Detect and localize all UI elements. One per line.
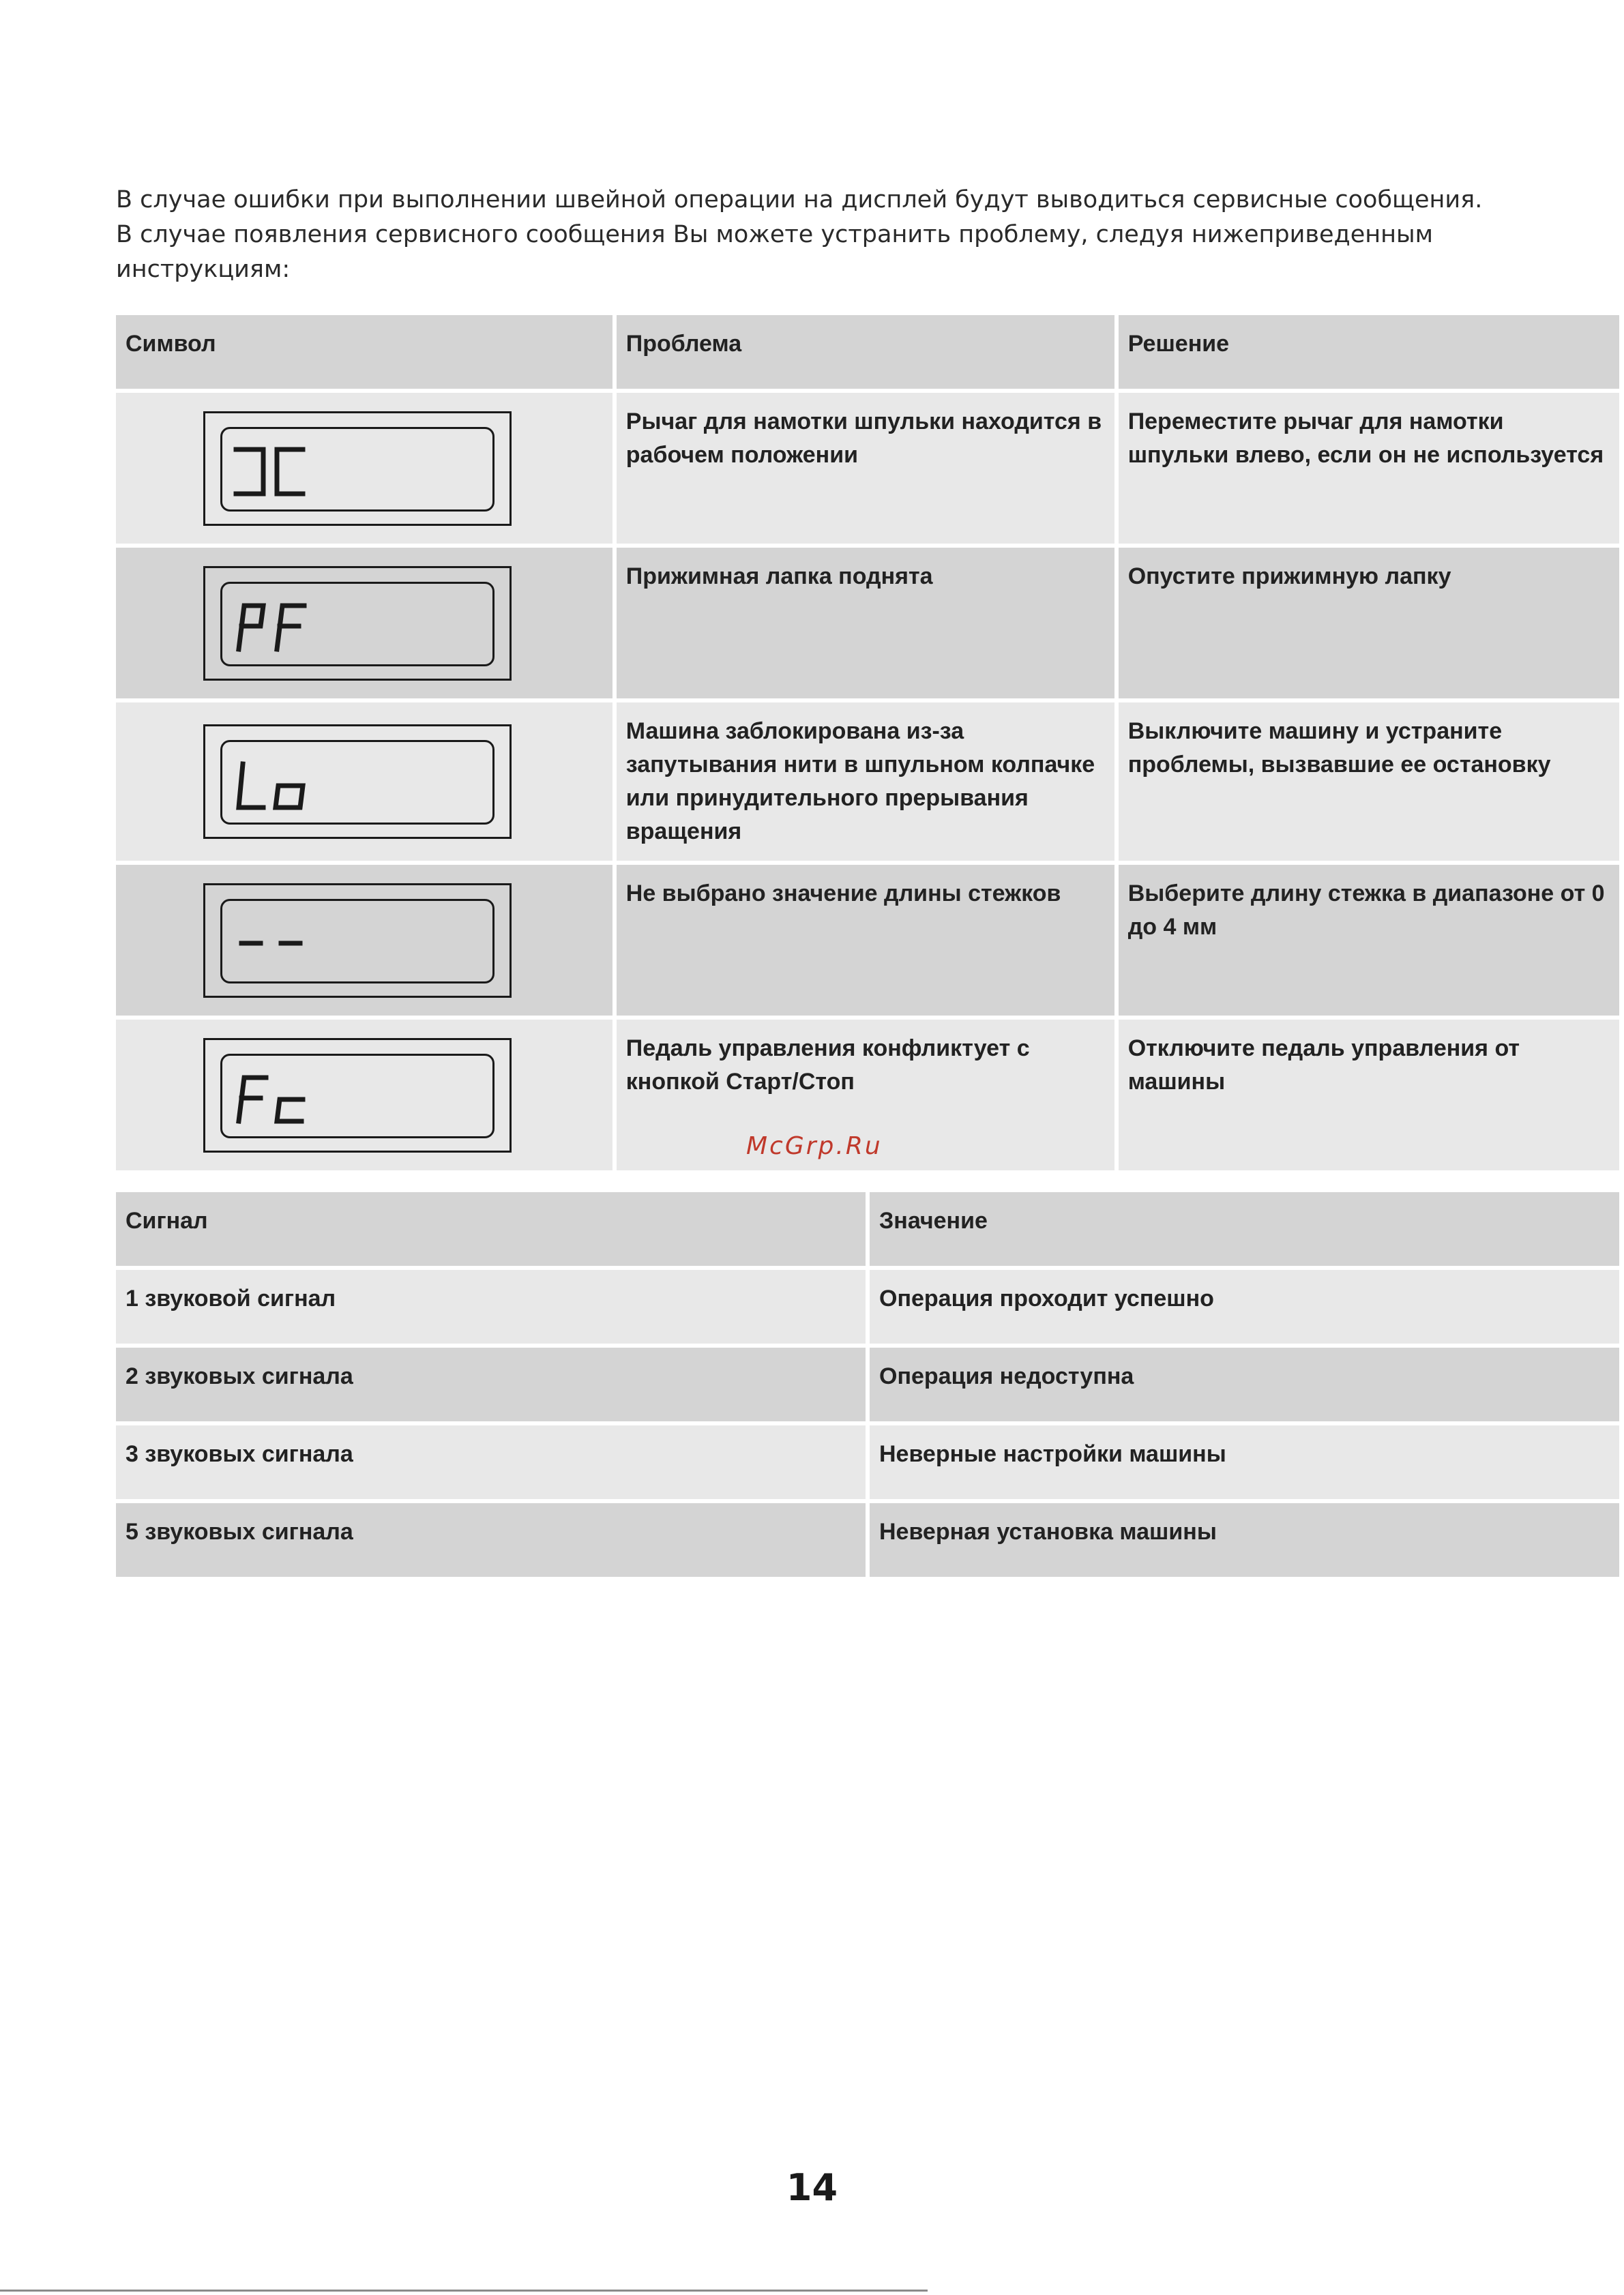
solution-cell: Выключите машину и устраните проблемы, вызвавшие ее остановку (1119, 702, 1619, 861)
intro-text (116, 183, 1521, 287)
problem-cell: Не выбрано значение длины стежков (617, 865, 1114, 1016)
signal-cell: 5 звуковых сигнала (116, 1503, 866, 1577)
solution-cell: Переместите рычаг для намотки шпульки влево, если он не используется (1119, 393, 1619, 544)
watermark: McGrp.Ru (746, 1132, 883, 1160)
meaning-cell: Операция проходит успешно (870, 1270, 1619, 1344)
signal-cell: 1 звуковой сигнал (116, 1270, 866, 1344)
error-messages-table (112, 311, 1623, 1174)
signal-cell: 2 звуковых сигнала (116, 1348, 866, 1421)
problem-cell: Педаль управления конфликтует с кнопкой Старт/Стоп (617, 1020, 1114, 1170)
intro-line-2: В случае появления сервисного сообщения Вы можете устранить проблему, следуя нижеприведенным (116, 221, 1434, 248)
intro-line-3: инструкциям: (116, 256, 291, 283)
lcd-code-jc (222, 429, 497, 514)
solution-cell: Выберите длину стежка в диапазоне от 0 до 4 мм (1119, 865, 1619, 1016)
lcd-code-fc (222, 1056, 497, 1140)
table-row (116, 1425, 1619, 1499)
symbol-cell (116, 702, 612, 861)
lcd-display-icon (203, 883, 512, 998)
table-header-row (116, 315, 1619, 389)
header-signal: Сигнал (116, 1192, 866, 1266)
table-row (116, 548, 1619, 698)
sound-signals-table (112, 1188, 1623, 1581)
footer-divider (0, 2290, 928, 2292)
problem-cell: Прижимная лапка поднята (617, 548, 1114, 698)
symbol-cell (116, 1020, 612, 1170)
table-row (116, 1270, 1619, 1344)
lcd-code-dashes (222, 901, 497, 986)
lcd-code-lo (222, 742, 497, 827)
table-row (116, 1503, 1619, 1577)
symbol-cell (116, 548, 612, 698)
solution-cell: Отключите педаль управления от машины (1119, 1020, 1619, 1170)
lcd-display-icon (203, 724, 512, 839)
lcd-display-icon (203, 566, 512, 681)
meaning-cell: Операция недоступна (870, 1348, 1619, 1421)
signal-cell: 3 звуковых сигнала (116, 1425, 866, 1499)
symbol-cell (116, 865, 612, 1016)
table-header-row (116, 1192, 1619, 1266)
meaning-cell: Неверная установка машины (870, 1503, 1619, 1577)
problem-cell: Рычаг для намотки шпульки находится в рабочем положении (617, 393, 1114, 544)
intro-line-1: В случае ошибки при выполнении швейной операции на дисплей будут выводиться сервисные сообщения. (116, 186, 1483, 213)
header-problem: Проблема (617, 315, 1114, 389)
table-row (116, 702, 1619, 861)
table-row (116, 1348, 1619, 1421)
table-row (116, 393, 1619, 544)
solution-cell: Опустите прижимную лапку (1119, 548, 1619, 698)
symbol-cell (116, 393, 612, 544)
lcd-code-pf (222, 584, 497, 668)
header-meaning: Значение (870, 1192, 1619, 1266)
problem-cell: Машина заблокирована из-за запутывания нити в шпульном колпачке или принудительного прерывания вращения (617, 702, 1114, 861)
header-symbol: Символ (116, 315, 612, 389)
lcd-display-icon (203, 411, 512, 526)
page-number: 14 (786, 2166, 838, 2209)
lcd-display-icon (203, 1038, 512, 1153)
meaning-cell: Неверные настройки машины (870, 1425, 1619, 1499)
header-solution: Решение (1119, 315, 1619, 389)
table-row (116, 865, 1619, 1016)
